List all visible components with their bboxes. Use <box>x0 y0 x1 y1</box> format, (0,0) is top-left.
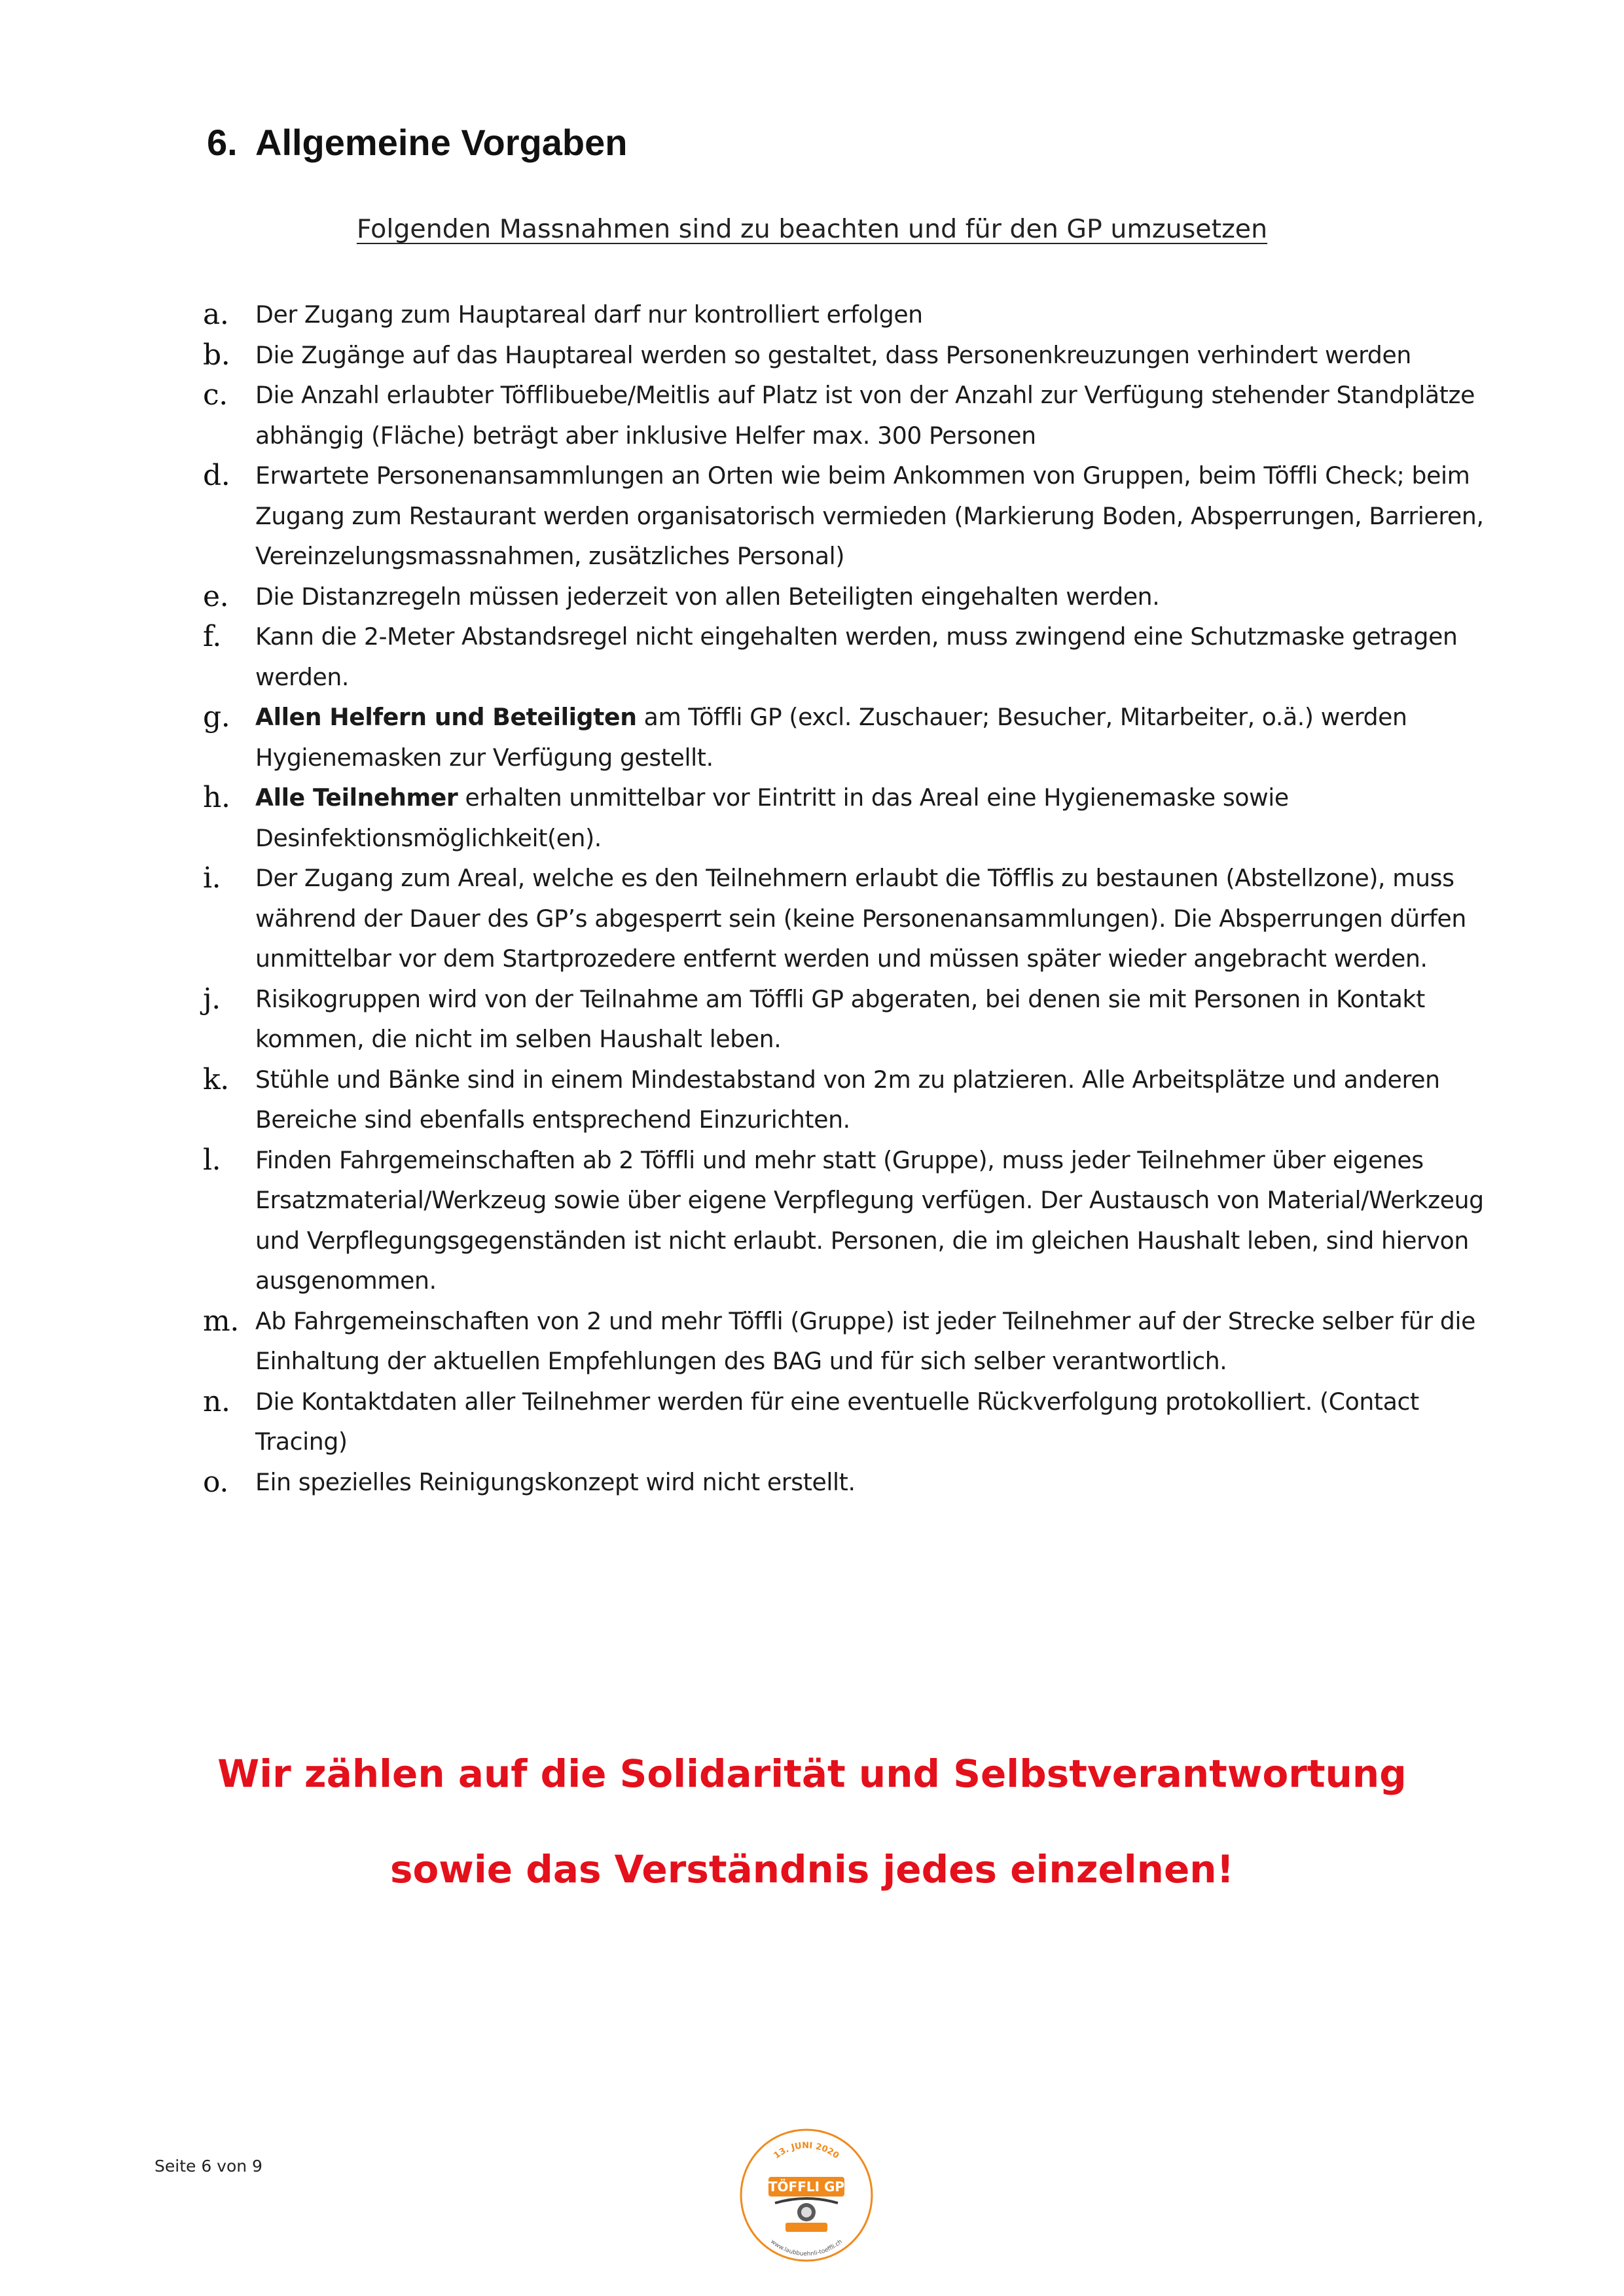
measure-marker: f. <box>203 620 221 653</box>
measure-emphasis: Allen Helfern und Beteiligten <box>255 703 637 731</box>
section-number: 6. <box>207 122 238 163</box>
measure-item <box>203 697 1486 778</box>
measure-marker: i. <box>203 861 221 895</box>
measure-text: Die Kontaktdaten aller Teilnehmer werden für eine eventuelle Rückverfolgung protokolliert. (Contact Tracing) <box>255 1387 1419 1456</box>
measure-item <box>203 1462 1486 1503</box>
measure-body: am Töffli GP (excl. Zuschauer; Besucher, Mitarbeiter, o.ä.) werden Hygienemasken zur Verfügung gestellt. <box>255 703 1407 772</box>
measure-text: Der Zugang zum Hauptareal darf nur kontrolliert erfolgen <box>255 300 923 329</box>
measure-marker: m. <box>203 1304 239 1338</box>
measure-item <box>203 617 1486 697</box>
measure-item <box>203 1140 1486 1301</box>
measure-marker: o. <box>203 1465 228 1499</box>
measure-text: Die Anzahl erlaubter Töfflibuebe/Meitlis auf Platz ist von der Anzahl zur Verfügung stehender Standplätze abhängig (Fläche) beträgt aber inklusive Helfer max. 300 Personen <box>255 381 1475 450</box>
measure-text: Die Zugänge auf das Hauptareal werden so gestaltet, dass Personenkreuzungen verhindert werden <box>255 340 1411 369</box>
measure-marker: j. <box>203 982 221 1016</box>
measure-text: Kann die 2-Meter Abstandsregel nicht eingehalten werden, muss zwingend eine Schutzmaske getragen werden. <box>255 622 1458 691</box>
measures-subheading-text: Folgenden Massnahmen sind zu beachten und für den GP umzusetzen <box>356 214 1268 244</box>
measure-text: Die Distanzregeln müssen jederzeit von allen Beteiligten eingehalten werden. <box>255 582 1160 611</box>
measure-text: Erwartete Personenansammlungen an Orten wie beim Ankommen von Gruppen, beim Töffli Check; beim Zugang zum Restaurant werden organisatorisch vermieden (Markierung Boden, Absperrungen, Barrieren, Vereinzelungsmassnahmen, zusätzliches Personal) <box>255 461 1484 570</box>
measure-body: erhalten unmittelbar vor Eintritt in das Areal eine Hygienemaske sowie Desinfektionsmöglichkeit(en). <box>255 783 1289 852</box>
measure-text <box>255 697 1486 778</box>
measure-marker: k. <box>203 1062 229 1096</box>
measure-marker: a. <box>203 298 229 331</box>
measure-item <box>203 577 1486 617</box>
measure-marker: b. <box>203 338 230 372</box>
measure-item <box>203 375 1486 456</box>
closing-statement-line-1: Wir zählen auf die Solidarität und Selbstverantwortung <box>217 1751 1407 1796</box>
logo-lower-plate <box>785 2223 827 2232</box>
section-title: Allgemeine Vorgaben <box>255 122 628 163</box>
measure-text: Ab Fahrgemeinschaften von 2 und mehr Töffli (Gruppe) ist jeder Teilnehmer auf der Strecke selber für die Einhaltung der aktuellen Empfehlungen des BAG und für sich selber verantwortlich. <box>255 1306 1475 1375</box>
measures-subheading <box>0 209 1624 249</box>
measure-item <box>203 858 1486 979</box>
measure-marker: c. <box>203 378 228 412</box>
measure-item <box>203 1301 1486 1382</box>
measure-marker: e. <box>203 579 229 613</box>
logo-name: TÖFFLI GP <box>768 2179 845 2195</box>
measure-item <box>203 778 1486 858</box>
measure-text <box>255 778 1486 858</box>
toeffli-gp-logo <box>737 2126 876 2265</box>
measure-item <box>203 1382 1486 1462</box>
page-number: Seite 6 von 9 <box>154 2157 262 2176</box>
measure-item <box>203 1060 1486 1140</box>
measure-marker: h. <box>203 781 230 814</box>
measure-text: Stühle und Bänke sind in einem Mindestabstand von 2m zu platzieren. Alle Arbeitsplätze und anderen Bereiche sind ebenfalls entsprechend Einzurichten. <box>255 1065 1440 1134</box>
measure-marker: d. <box>203 459 230 492</box>
measure-item <box>203 295 1486 335</box>
measure-item <box>203 979 1486 1060</box>
measure-emphasis: Alle Teilnehmer <box>255 783 458 812</box>
logo-date: 13. JUNI 2020 <box>772 2140 841 2161</box>
measure-marker: l. <box>203 1143 221 1177</box>
measure-item <box>203 456 1486 577</box>
measure-text: Risikogruppen wird von der Teilnahme am Töffli GP abgeraten, bei denen sie mit Personen in Kontakt kommen, die nicht im selben Haushalt leben. <box>255 984 1425 1053</box>
measure-item <box>203 335 1486 376</box>
section-heading <box>207 120 627 166</box>
measure-marker: g. <box>203 700 230 734</box>
closing-statement-line-2: sowie das Verständnis jedes einzelnen! <box>389 1847 1235 1892</box>
logo-headlight-lens <box>801 2207 812 2217</box>
measures-list <box>203 295 1486 1502</box>
measure-marker: n. <box>203 1384 230 1418</box>
measure-text: Der Zugang zum Areal, welche es den Teilnehmern erlaubt die Töfflis zu bestaunen (Abstellzone), muss während der Dauer des GP’s abgesperrt sein (keine Personenansammlungen). Die Absperrungen dürfen unmittelbar vor dem Startprozedere entfernt werden und müssen später wieder angebracht werden. <box>255 864 1466 973</box>
logo-url: www.laubbuehnli-toeffli.ch <box>769 2238 844 2258</box>
measure-text: Finden Fahrgemeinschaften ab 2 Töffli und mehr statt (Gruppe), muss jeder Teilnehmer über eigenes Ersatzmaterial/Werkzeug sowie über eigene Verpflegung verfügen. Der Austausch von Material/Werkzeug und Verpflegungsgegenständen ist nicht erlaubt. Personen, die im gleichen Haushalt leben, sind hiervon ausgenommen. <box>255 1145 1484 1295</box>
measure-text: Ein spezielles Reinigungskonzept wird nicht erstellt. <box>255 1467 856 1496</box>
